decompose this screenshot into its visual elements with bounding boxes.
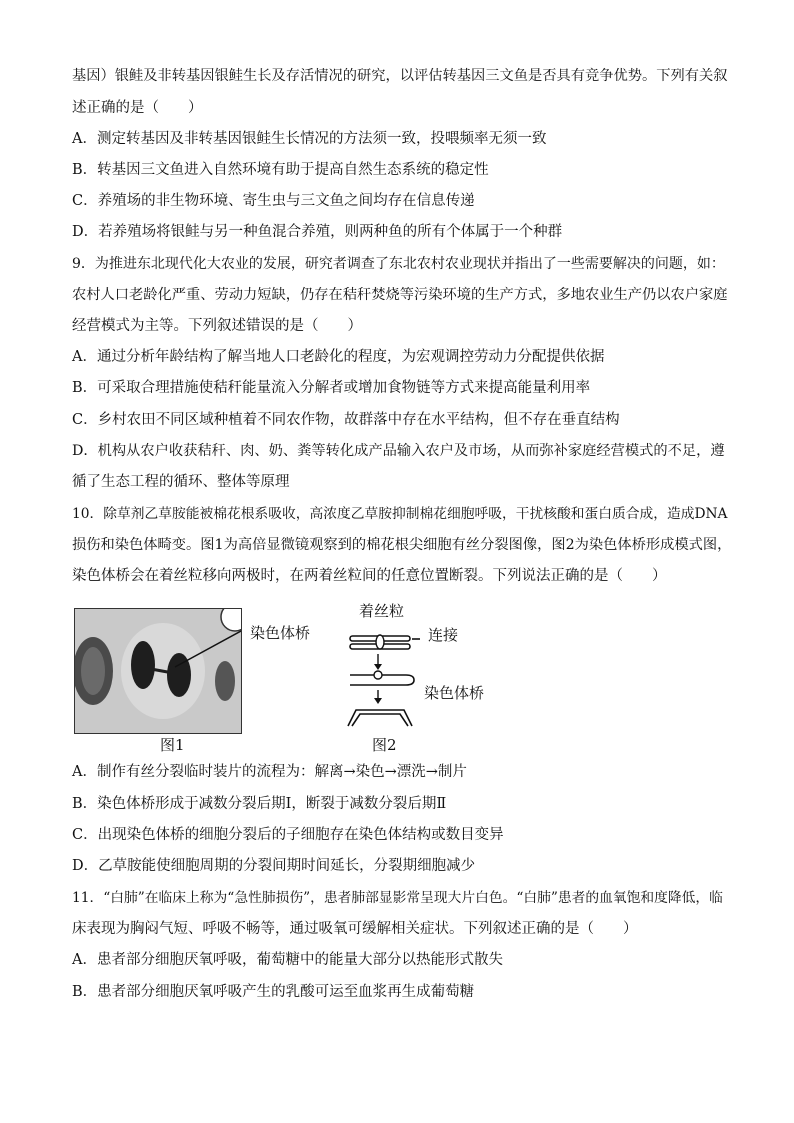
text-line: 经营模式为主等。下列叙述错误的是（ ） — [72, 318, 362, 334]
question-10-figure — [72, 604, 512, 754]
option-a: A．通过分析年龄结构了解当地人口老龄化的程度，为宏观调控劳动力分配提供依据 — [72, 349, 605, 365]
option-b: B．可采取合理措施使秸秆能量流入分解者或增加食物链等方式来提高能量利用率 — [72, 380, 591, 396]
option-c: C．出现染色体桥的细胞分裂后的子细胞存在染色体结构或数目变异 — [72, 827, 504, 843]
micrograph-drawing — [75, 609, 241, 733]
text-line: 染色体桥会在着丝粒移向两极时，在两着丝粒间的任意位置断裂。下列说法正确的是（ ） — [72, 568, 667, 584]
micrograph-image — [74, 608, 242, 734]
figure-2-caption: 图2 — [372, 736, 397, 754]
text-line: 损伤和染色体畸变。图1为高倍显微镜观察到的棉花根尖细胞有丝分裂图像，图2为染色体桥形成模式图， — [72, 537, 732, 553]
text-line: 农村人口老龄化严重、劳动力短缺，仍存在秸秆焚烧等污染环境的生产方式，多地农业生产仍以农户家庭 — [72, 287, 728, 303]
text-line: 述正确的是（ ） — [72, 100, 203, 116]
text-line: 循了生态工程的循环、整体等原理 — [72, 474, 290, 490]
option-b: B．转基因三文鱼进入自然环境有助于提高自然生态系统的稳定性 — [72, 162, 489, 178]
centromere-label: 着丝粒 — [359, 602, 405, 620]
chromosome-bridge-label-fig2: 染色体桥 — [424, 684, 485, 702]
chromosome-bridge-label: 染色体桥 — [250, 624, 311, 642]
text-line: 基因）银鲑及非转基因银鲑生长及存活情况的研究，以评估转基因三文鱼是否具有竞争优势。下列有关叙 — [72, 68, 728, 84]
text-line: 床表现为胸闷气短、呼吸不畅等，通过吸氧可缓解相关症状。下列叙述正确的是（ ） — [72, 921, 638, 937]
option-b: B．染色体桥形成于减数分裂后期Ⅰ，断裂于减数分裂后期Ⅱ — [72, 796, 447, 812]
option-c: C．乡村农田不同区域种植着不同农作物，故群落中存在水平结构，但不存在垂直结构 — [72, 412, 620, 428]
question-10-stem: 10．除草剂乙草胺能被棉花根系吸收，高浓度乙草胺抑制棉花细胞呼吸，干扰核酸和蛋白质合成，造成DNA — [72, 506, 728, 522]
option-a: A．测定转基因及非转基因银鲑生长情况的方法须一致，投喂频率无须一致 — [72, 131, 547, 147]
option-d: D．若养殖场将银鲑与另一种鱼混合养殖，则两种鱼的所有个体属于一个种群 — [72, 224, 563, 240]
option-d: D．机构从农户收获秸秆、肉、奶、粪等转化成产品输入农户及市场，从而弥补家庭经营模式的不足，遵 — [72, 443, 725, 459]
question-9-stem: 9．为推进东北现代化大农业的发展，研究者调查了东北农村农业现状并指出了一些需要解决的问题，如： — [72, 256, 725, 272]
option-a: A．制作有丝分裂临时装片的流程为：解离→染色→漂洗→制片 — [72, 764, 467, 780]
option-d: D．乙草胺能使细胞周期的分裂间期时间延长，分裂期细胞减少 — [72, 858, 476, 874]
option-a: A．患者部分细胞厌氧呼吸，葡萄糖中的能量大部分以热能形式散失 — [72, 952, 503, 968]
option-b: B．患者部分细胞厌氧呼吸产生的乳酸可运至血浆再生成葡萄糖 — [72, 984, 475, 1000]
figure-1-caption: 图1 — [160, 736, 185, 754]
connection-label: 连接 — [428, 626, 459, 644]
option-c: C．养殖场的非生物环境、寄生虫与三文鱼之间均存在信息传递 — [72, 193, 475, 209]
question-11-stem: 11．“白肺”在临床上称为“急性肺损伤”，患者肺部显影常呈现大片白色。“白肺”患者的血氧饱和度降低，临 — [72, 890, 723, 906]
chromosome-bridge-diagram — [342, 622, 432, 732]
